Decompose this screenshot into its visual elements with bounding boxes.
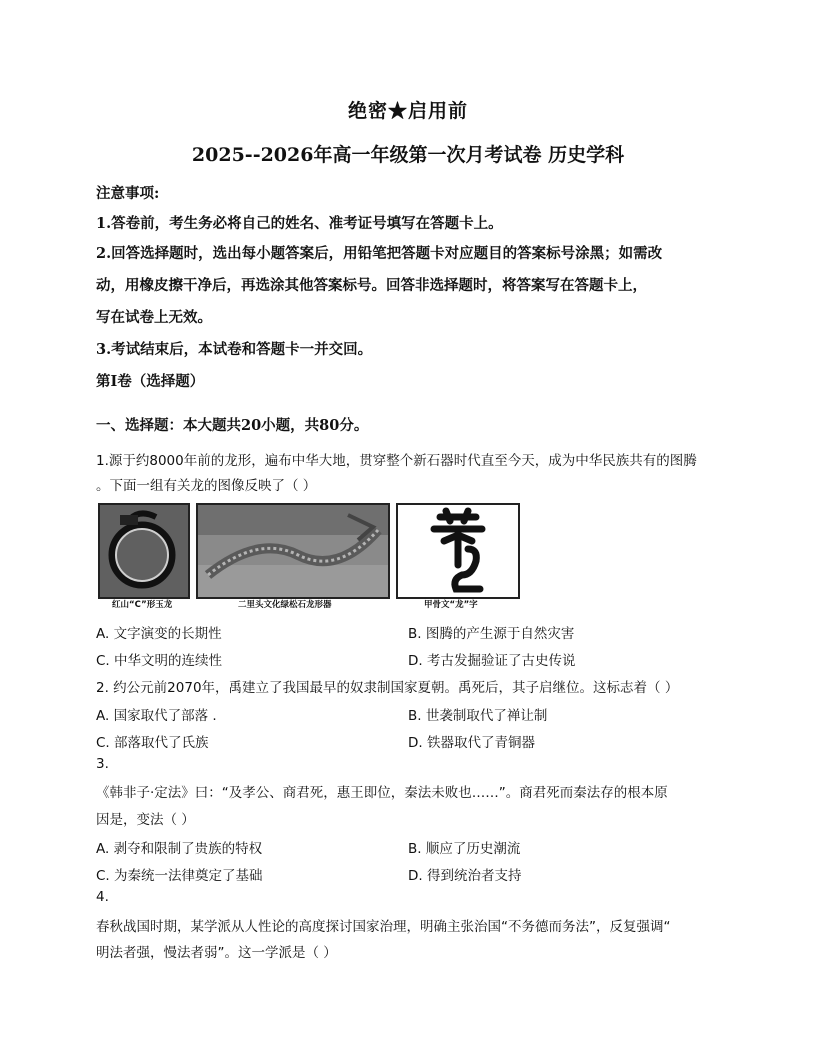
question-4-line-1: 春秋战国时期，某学派从人性论的高度探讨国家治理，明确主张治国“不务德而务法”，反复强调“ bbox=[96, 919, 671, 935]
section-label: 一、选择题：本大题共20小题，共80分。 bbox=[96, 417, 369, 434]
question-2-line-1: 2. 约公元前2070年，禹建立了我国最早的奴隶制国家夏朝。禹死后，其子启继位。这标志着（ ） bbox=[96, 680, 679, 696]
turquoise-dragon-image bbox=[196, 503, 390, 599]
volume-label: 第I卷（选择题） bbox=[96, 373, 205, 390]
q1-option-a: A. 文字演变的长期性 bbox=[96, 626, 222, 642]
oracle-dragon-glyph bbox=[398, 505, 518, 597]
question-3-line-1: 《韩非子·定法》曰：“及孝公、商君死，惠王即位，秦法未败也……”。商君死而秦法存的根本原 bbox=[96, 785, 668, 801]
jade-dragon-image bbox=[98, 503, 190, 599]
question-4-number: 4. bbox=[96, 889, 109, 905]
oracle-bone-dragon-character-image bbox=[396, 503, 520, 599]
question-3-number: 3. bbox=[96, 756, 109, 772]
caption-oracle-character: 甲骨文“龙”字 bbox=[424, 600, 478, 610]
q3-option-c: C. 为秦统一法律奠定了基础 bbox=[96, 868, 263, 884]
jade-dragon-illustration bbox=[100, 505, 188, 597]
exam-title: 2025--2026年高一年级第一次月考试卷 历史学科 bbox=[191, 144, 625, 166]
notes-item-1: 1.答卷前，考生务必将自己的姓名、准考证号填写在答题卡上。 bbox=[96, 215, 503, 232]
q2-option-c: C. 部落取代了氏族 bbox=[96, 735, 209, 751]
notes-item-2-line-2: 动，用橡皮擦干净后，再选涂其他答案标号。回答非选择题时，将答案写在答题卡上， bbox=[96, 277, 647, 294]
notes-item-3: 3.考试结束后，本试卷和答题卡一并交回。 bbox=[96, 341, 373, 358]
q2-option-b: B. 世袭制取代了禅让制 bbox=[408, 708, 548, 724]
q3-option-a: A. 剥夺和限制了贵族的特权 bbox=[96, 841, 263, 857]
notes-item-2-line-3: 写在试卷上无效。 bbox=[96, 309, 212, 326]
question-3-line-2: 因是，变法（ ） bbox=[96, 812, 195, 828]
q2-option-d: D. 铁器取代了青铜器 bbox=[408, 735, 535, 751]
q2-option-a: A. 国家取代了部落 . bbox=[96, 708, 217, 724]
turquoise-dragon-illustration bbox=[198, 505, 388, 597]
q3-option-d: D. 得到统治者支持 bbox=[408, 868, 522, 884]
question-4-line-2: 明法者强，慢法者弱”。这一学派是（ ） bbox=[96, 945, 337, 961]
confidential-label: 绝密★启用前 bbox=[347, 100, 468, 122]
q3-option-b: B. 顺应了历史潮流 bbox=[408, 841, 521, 857]
caption-turquoise-dragon: 二里头文化绿松石龙形器 bbox=[238, 600, 332, 610]
q1-option-c: C. 中华文明的连续性 bbox=[96, 653, 223, 669]
q1-option-d: D. 考古发掘验证了古史传说 bbox=[408, 653, 576, 669]
caption-jade-dragon: 红山“C”形玉龙 bbox=[112, 600, 173, 610]
q1-option-b: B. 图腾的产生源于自然灾害 bbox=[408, 626, 575, 642]
question-1-line-1: 1.源于约8000年前的龙形，遍布中华大地，贯穿整个新石器时代直至今天，成为中华民族共有的图腾 bbox=[96, 453, 697, 469]
notes-heading: 注意事项: bbox=[96, 185, 160, 202]
notes-item-2-line-1: 2.回答选择题时，选出每小题答案后，用铅笔把答题卡对应题目的答案标号涂黑；如需改 bbox=[96, 245, 663, 262]
question-1-line-2: 。下面一组有关龙的图像反映了（ ） bbox=[96, 478, 317, 494]
